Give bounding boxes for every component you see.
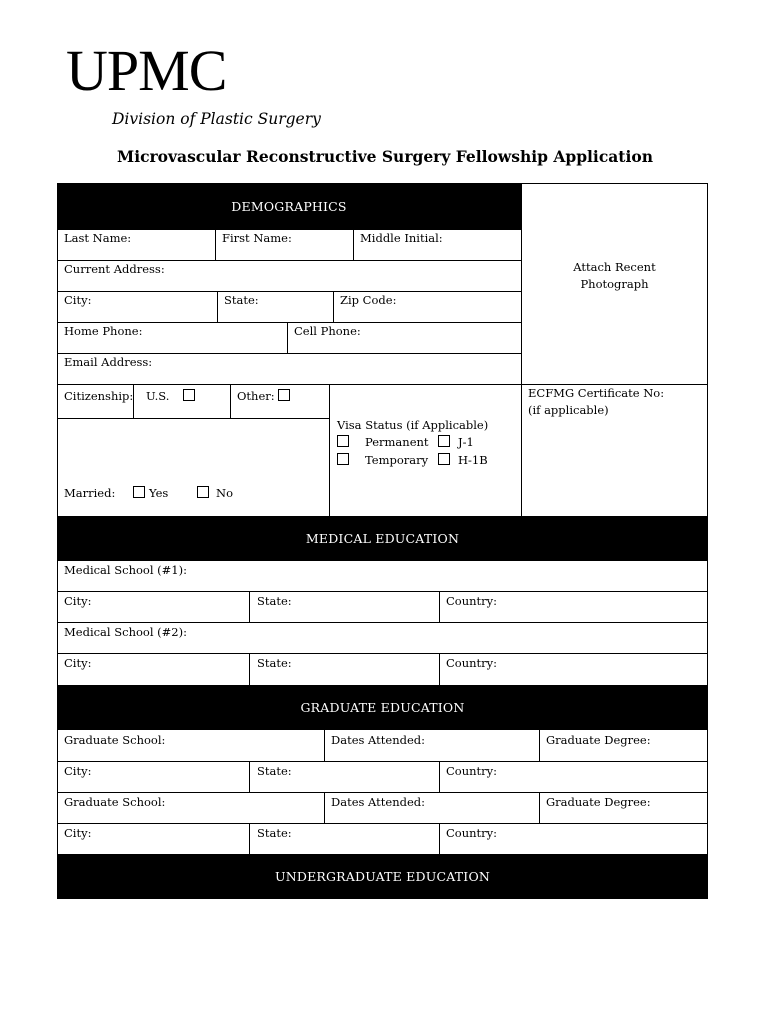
section-demographics-label: DEMOGRAPHICS bbox=[231, 198, 347, 214]
visa-j1-label: J-1 bbox=[458, 435, 474, 449]
ecfmg-certificate-note: (if applicable) bbox=[528, 403, 609, 417]
citizenship-us-checkbox[interactable] bbox=[183, 389, 195, 401]
first-name-field[interactable]: First Name: bbox=[222, 231, 292, 245]
medical-school-2-field[interactable]: Medical School (#2): bbox=[64, 625, 187, 639]
graduate-1-city-field[interactable]: City: bbox=[64, 764, 92, 778]
graduate-1-country-field[interactable]: Country: bbox=[446, 764, 498, 778]
visa-temporary-label: Temporary bbox=[365, 453, 429, 467]
citizenship-us-label: U.S. bbox=[146, 389, 170, 403]
citizenship-other-checkbox[interactable] bbox=[278, 389, 290, 401]
photo-label-line2: Photograph bbox=[580, 277, 649, 291]
visa-j1-checkbox[interactable] bbox=[438, 435, 450, 447]
med-school-1-city-field[interactable]: City: bbox=[64, 594, 92, 608]
med-school-2-state-field[interactable]: State: bbox=[257, 656, 292, 670]
zip-code-field[interactable]: Zip Code: bbox=[340, 293, 397, 307]
visa-status-label: Visa Status (if Applicable) bbox=[337, 418, 489, 432]
med-school-2-city-field[interactable]: City: bbox=[64, 656, 92, 670]
med-school-1-country-field[interactable]: Country: bbox=[446, 594, 498, 608]
cell-phone-field[interactable]: Cell Phone: bbox=[294, 324, 361, 338]
visa-temporary-checkbox[interactable] bbox=[337, 453, 349, 465]
section-medical-education bbox=[57, 516, 708, 561]
graduate-2-city-field[interactable]: City: bbox=[64, 826, 92, 840]
section-demographics bbox=[57, 183, 521, 229]
married-yes-label: Yes bbox=[149, 486, 169, 500]
ecfmg-certificate-label[interactable]: ECFMG Certificate No: bbox=[528, 386, 665, 400]
upmc-logo: UPMC bbox=[66, 38, 227, 103]
graduate-1-dates-field[interactable]: Dates Attended: bbox=[331, 733, 426, 747]
citizenship-other-label: Other: bbox=[237, 389, 275, 403]
graduate-2-dates-field[interactable]: Dates Attended: bbox=[331, 795, 426, 809]
graduate-1-state-field[interactable]: State: bbox=[257, 764, 292, 778]
citizenship-label: Citizenship: bbox=[64, 389, 134, 403]
graduate-1-degree-field[interactable]: Graduate Degree: bbox=[546, 733, 651, 747]
home-phone-field[interactable]: Home Phone: bbox=[64, 324, 143, 338]
med-school-2-country-field[interactable]: Country: bbox=[446, 656, 498, 670]
graduate-2-country-field[interactable]: Country: bbox=[446, 826, 498, 840]
division-name: Division of Plastic Surgery bbox=[112, 110, 321, 128]
visa-h1b-checkbox[interactable] bbox=[438, 453, 450, 465]
middle-initial-field[interactable]: Middle Initial: bbox=[360, 231, 443, 245]
married-no-checkbox[interactable] bbox=[197, 486, 209, 498]
graduate-school-2-field[interactable]: Graduate School: bbox=[64, 795, 166, 809]
visa-permanent-checkbox[interactable] bbox=[337, 435, 349, 447]
photo-placeholder[interactable] bbox=[522, 259, 707, 293]
married-no-label: No bbox=[216, 486, 233, 500]
section-undergraduate-education-label: UNDERGRADUATE EDUCATION bbox=[274, 869, 491, 884]
section-undergraduate-education bbox=[57, 854, 708, 899]
form-title: Microvascular Reconstructive Surgery Fellowship Application bbox=[117, 147, 653, 166]
married-yes-checkbox[interactable] bbox=[133, 486, 145, 498]
city-field[interactable]: City: bbox=[64, 293, 92, 307]
current-address-field[interactable]: Current Address: bbox=[64, 262, 165, 276]
visa-h1b-label: H-1B bbox=[458, 453, 488, 467]
section-medical-education-label: MEDICAL EDUCATION bbox=[305, 531, 460, 546]
email-address-field[interactable]: Email Address: bbox=[64, 355, 153, 369]
section-graduate-education-label: GRADUATE EDUCATION bbox=[300, 700, 465, 715]
graduate-school-1-field[interactable]: Graduate School: bbox=[64, 733, 166, 747]
last-name-field[interactable]: Last Name: bbox=[64, 231, 132, 245]
photo-divider bbox=[521, 183, 522, 516]
photo-label-line1: Attach Recent bbox=[573, 260, 656, 274]
graduate-2-degree-field[interactable]: Graduate Degree: bbox=[546, 795, 651, 809]
medical-school-1-field[interactable]: Medical School (#1): bbox=[64, 563, 187, 577]
married-label: Married: bbox=[64, 486, 116, 500]
section-graduate-education bbox=[57, 685, 708, 730]
state-field[interactable]: State: bbox=[224, 293, 259, 307]
med-school-1-state-field[interactable]: State: bbox=[257, 594, 292, 608]
graduate-2-state-field[interactable]: State: bbox=[257, 826, 292, 840]
visa-permanent-label: Permanent bbox=[365, 435, 429, 449]
